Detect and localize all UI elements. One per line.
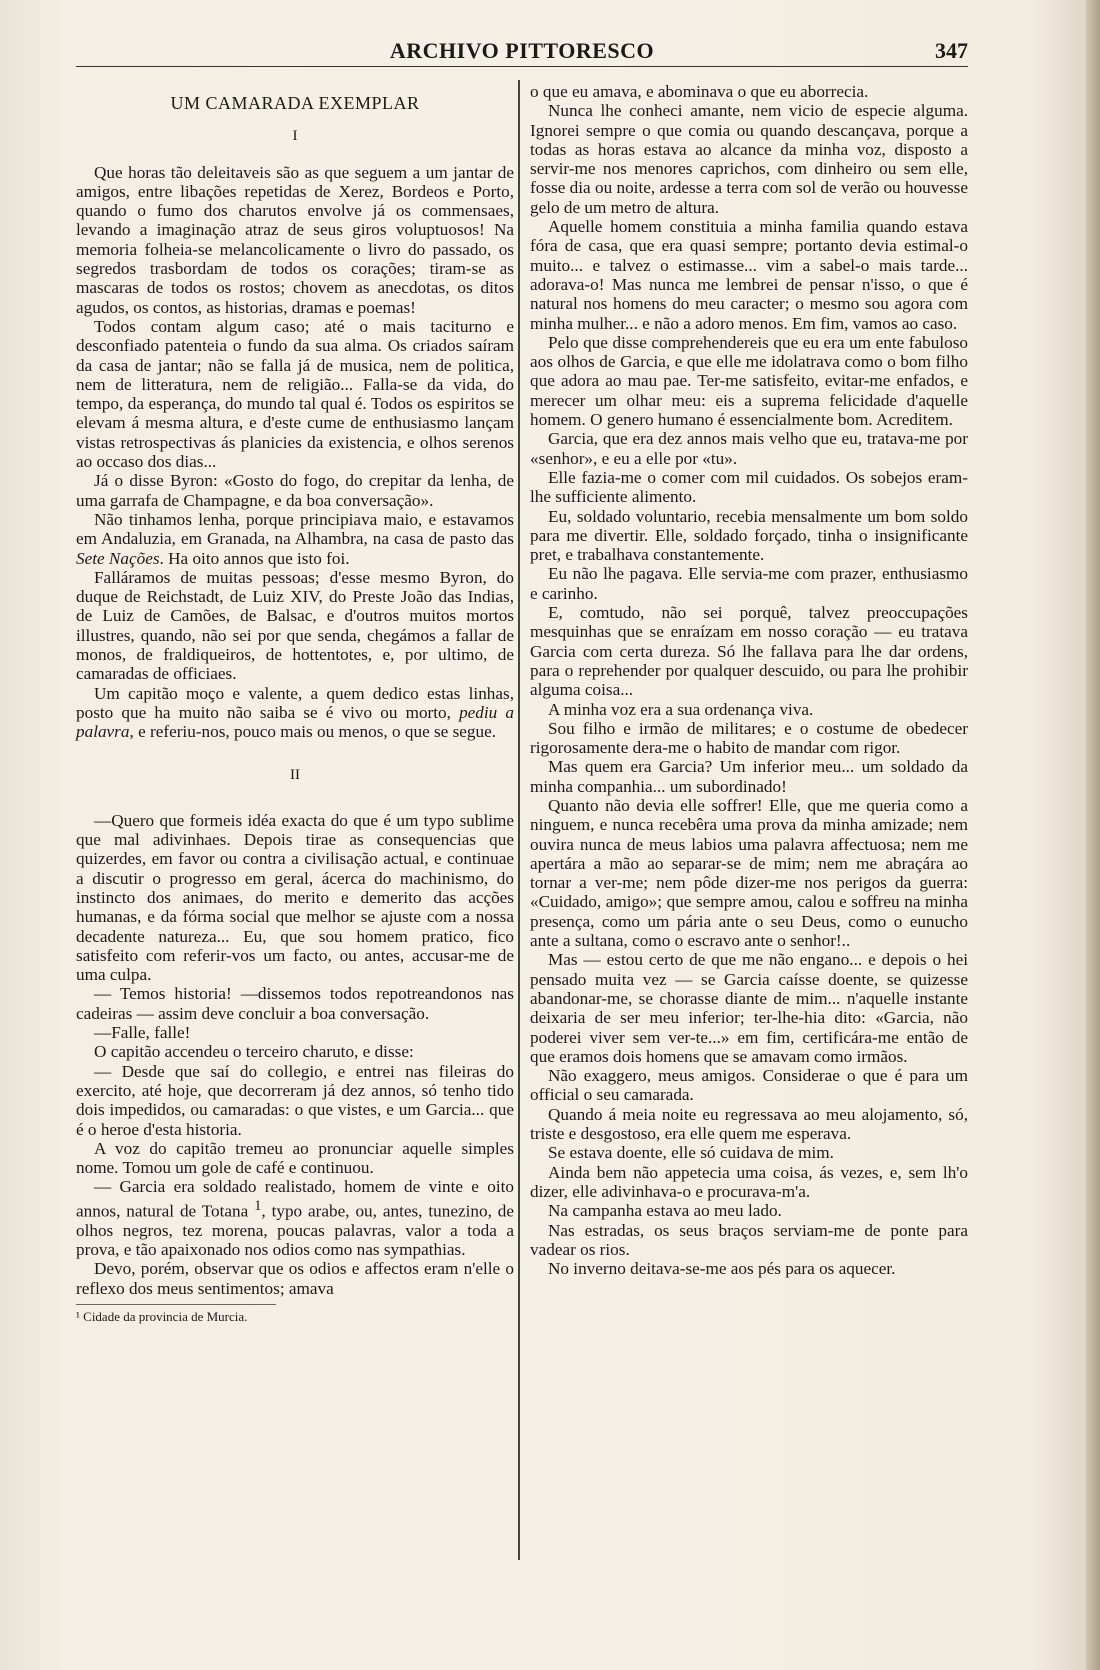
- footnote-marker: 1: [254, 1197, 262, 1214]
- paragraph: Nunca lhe conheci amante, nem vicio de especie alguma. Ignorei sempre o que comia ou quando descançava, porque a todas as horas estava ao alcance da minha voz, disposto a servir-me nos menores caprichos, com dinheiro ou sem elle, fosse dia ou noite, ardesse a terra com sol de verão ou houvesse gelo de um metro de altura.: [530, 101, 968, 217]
- paragraph: —Quero que formeis idéa exacta do que é um typo sublime que mal adivinhaes. Depois tirae as consequencias que quizerdes, em favor ou contra a civilisação actual, e continuae a discutir o progresso em geral, ácerca do machinismo, do instincto dos animaes, do merito e demerito das acções humanas, e da fórma social que melhor se ajuste com a nossa decadente natureza... Eu, que sou homem pratico, fico satisfeito com referir-vos um facto, ou antes, accusar-me de uma culpa.: [76, 810, 514, 985]
- paragraph: E, comtudo, não sei porquê, talvez preoccupações mesquinhas que se enraízam em nosso coração — eu tratava Garcia com certa dureza. Só lhe fallava para lhe dar ordens, para o reprehender por qualquer descuido, ou para lhe prohibir alguma coisa...: [530, 603, 968, 700]
- paragraph: Se estava doente, elle só cuidava de mim.: [548, 1143, 834, 1163]
- section-number-2: II: [290, 766, 300, 783]
- page-edge: [1086, 0, 1100, 1670]
- paragraph: Eu não lhe pagava. Elle servia-me com prazer, enthusiasmo e carinho.: [530, 564, 968, 603]
- paragraph: Sou filho e irmão de militares; e o costume de obedecer rigorosamente dera-me o habito de mandar com rigor.: [530, 718, 968, 758]
- paragraph: [76, 510, 514, 568]
- paragraph: [76, 684, 514, 742]
- text-run: . Ha oito annos que isto foi.: [159, 548, 350, 568]
- paragraph: Aquelle homem constituia a minha familia quando estava fóra de casa, que era quasi sempre; portanto devia estimal-o muito... e talvez o estimasse... vim a sabel-o mais tarde... adorava-o! Mas nunca me lembrei de pensar n'isso, o que é natural nos homens do meu caracter; o mesmo sou agora com minha mulher... e não a adoro menos. Em fim, vamos ao caso.: [530, 217, 968, 333]
- paragraph: Já o disse Byron: «Gosto do fogo, do crepitar da lenha, de uma garrafa de Champagne, e da boa conversação».: [76, 471, 514, 510]
- text-run: , e referiu-nos, pouco mais ou menos, o que se segue.: [129, 722, 497, 742]
- paragraph: Não exaggero, meus amigos. Considerae o que é para um official o seu camarada.: [530, 1066, 968, 1105]
- paragraph: Nas estradas, os seus braços serviam-me de ponte para vadear os rios.: [530, 1220, 968, 1259]
- paragraph: A voz do capitão tremeu ao pronunciar aquelle simples nome. Tomou um gole de café e continuou.: [76, 1138, 514, 1178]
- footnote: ¹ Cidade da provincia de Murcia.: [76, 1308, 248, 1324]
- page-header: [76, 36, 968, 67]
- paragraph: Pelo que disse comprehendereis que eu era um ente fabuloso aos olhos de Garcia, e que elle me idolatrava como o bom filho que adora ao mau pae. Ter-me satisfeito, evitar-me enfados, e merecer um olhar meu: eis a suprema felicidade d'aquelle homem. O genero humano é essencialmente bom. Acreditem.: [530, 332, 968, 430]
- section-number-1: I: [292, 128, 298, 145]
- right-column: [530, 82, 968, 1278]
- journal-title: ARCHIVO PITTORESCO: [389, 38, 655, 63]
- paragraph: o que eu amava, e abominava o que eu aborrecia.: [530, 82, 869, 101]
- paragraph: — Temos historia! —dissemos todos repotreandonos nas cadeiras — assim deve concluir a boa conversação.: [76, 984, 514, 1023]
- paragraph: Elle fazia-me o comer com mil cuidados. Os sobejos eram-lhe sufficiente alimento.: [530, 467, 968, 507]
- paragraph: — Desde que saí do collegio, e entrei nas fileiras do exercito, até hoje, que decorreram já dez annos, só tenho tido dois impedidos, ou camaradas: o que vistes, e um Garcia... que é o heroe d'esta historia.: [76, 1061, 514, 1139]
- paragraph: Eu, soldado voluntario, recebia mensalmente um bom soldo para me divertir. Elle, soldado forçado, tinha o insignificante pret, e trabalhava constantemente.: [530, 506, 968, 565]
- text-run: , typo arabe, ou, antes, tunezino, de olhos negros, tez morena, poucas palavras, valor a toda a prova, e tão apaixonado nos odios como nas sympathias.: [76, 1201, 515, 1260]
- article-title: UM CAMARADA EXEMPLAR: [170, 93, 420, 113]
- column-divider: [518, 80, 520, 1560]
- text-run: — Garcia era soldado realistado, homem de vinte e oito annos, natural de Totana: [76, 1177, 514, 1221]
- paragraph: Falláramos de muitas pessoas; d'esse mesmo Byron, do duque de Reichstadt, de Luiz XIV, do Preste João das Indias, de Luiz de Camões, de Balsac, e d'outros muitos mortos illustres, quando, não sei por que senda, chegámos a fallar de monos, de fraldiqueiros, de hottentotes, e, por ultimo, de camaradas de officiaes.: [76, 567, 514, 684]
- paragraph: Garcia, que era dez annos mais velho que eu, tratava-me por «senhor», e eu a elle por «tu».: [530, 429, 968, 468]
- paragraph: Na campanha estava ao meu lado.: [548, 1201, 782, 1221]
- paragraph: Quando á meia noite eu regressava ao meu alojamento, só, triste e desgostoso, era elle quem me esperava.: [530, 1104, 968, 1144]
- paragraph: Todos contam algum caso; até o mais taciturno e desconfiado patenteia o fundo da sua alma. Os criados saíram da casa de jantar; não se falla já de musica, nem de politica, nem de litteratura, nem de religião... Falla-se da vida, do tempo, da esperança, do mundo tal qual é. Todos os espiritos se elevam á mesma altura, e d'este cume de enthusiasmo lançam vistas retrospectivas ás planicies da existencia, e olhos serenos ao occaso dos dias...: [76, 316, 514, 472]
- paragraph: No inverno deitava-se-me aos pés para os aquecer.: [548, 1259, 896, 1279]
- paragraph: Mas — estou certo de que me não engano... e depois o hei pensado muita vez — se Garcia caísse doente, se quizesse abandonar-me, se chorasse diante de mim... n'aquelle instante deixaria de ser meu inferior; ter-lhe-hia dito: «Garcia, não poderei viver sem ver-te...» em fim, certificára-me então de que eramos dois homens que se amavam como irmãos.: [530, 950, 968, 1066]
- text-run: Não tinhamos lenha, porque principiava maio, e estavamos em Andaluzia, em Granada, na Alhambra, na casa de pasto das: [76, 509, 514, 549]
- paragraph: A minha voz era a sua ordenança viva.: [548, 699, 814, 719]
- emphasis: Sete Nações: [76, 548, 160, 568]
- left-column: [76, 82, 514, 1326]
- page-number: 347: [935, 38, 968, 63]
- emphasis: pediu a palavra: [76, 702, 514, 742]
- paragraph: Mas quem era Garcia? Um inferior meu... um soldado da minha companhia... um subordinado!: [530, 757, 968, 796]
- paragraph: Ainda bem não appetecia uma coisa, ás vezes, e, sem lh'o dizer, elle adivinhava-o e procurava-m'a.: [530, 1162, 968, 1201]
- paragraph: —Falle, falle!: [94, 1023, 191, 1043]
- paragraph: [76, 1177, 514, 1259]
- paragraph: Que horas tão deleitaveis são as que seguem a um jantar de amigos, entre libações repetidas de Xerez, Bordeos e Porto, quando o fumo dos charutos envolve já os commensaes, levando a imaginação atraz de seus giros voluptuosos! Na memoria folheia-se melancolicamente o livro do passado, os segredos trasbordam de todos os corações; tiram-se as mascaras de todos os rostos; chovem as anecdotas, os ditos agudos, os contos, as historias, dramas e poemas!: [76, 162, 514, 317]
- paragraph: Quanto não devia elle soffrer! Elle, que me queria como a ninguem, e nunca recebêra uma prova da minha amizade; nem ouvira nunca de meus labios uma palavra affectuosa; nem me apertára a mão ao separar-se de mim; nem me abraçára ao tornar a ver-me; nem pôde dizer-me nos perigos da guerra: «Cuidado, amigo»; que sempre amou, calou e soffreu na minha presença, como um pária ante o seu Deus, como o eunucho ante a sultana, como o escravo ante o senhor!..: [530, 795, 968, 951]
- paragraph: Devo, porém, observar que os odios e affectos eram n'elle o reflexo dos meus sentimentos; amava: [76, 1259, 514, 1298]
- text-run: Um capitão moço e valente, a quem dedico estas linhas, posto que ha muito não saiba se é vivo ou morto,: [76, 683, 514, 722]
- paragraph: O capitão accendeu o terceiro charuto, e disse:: [94, 1042, 414, 1062]
